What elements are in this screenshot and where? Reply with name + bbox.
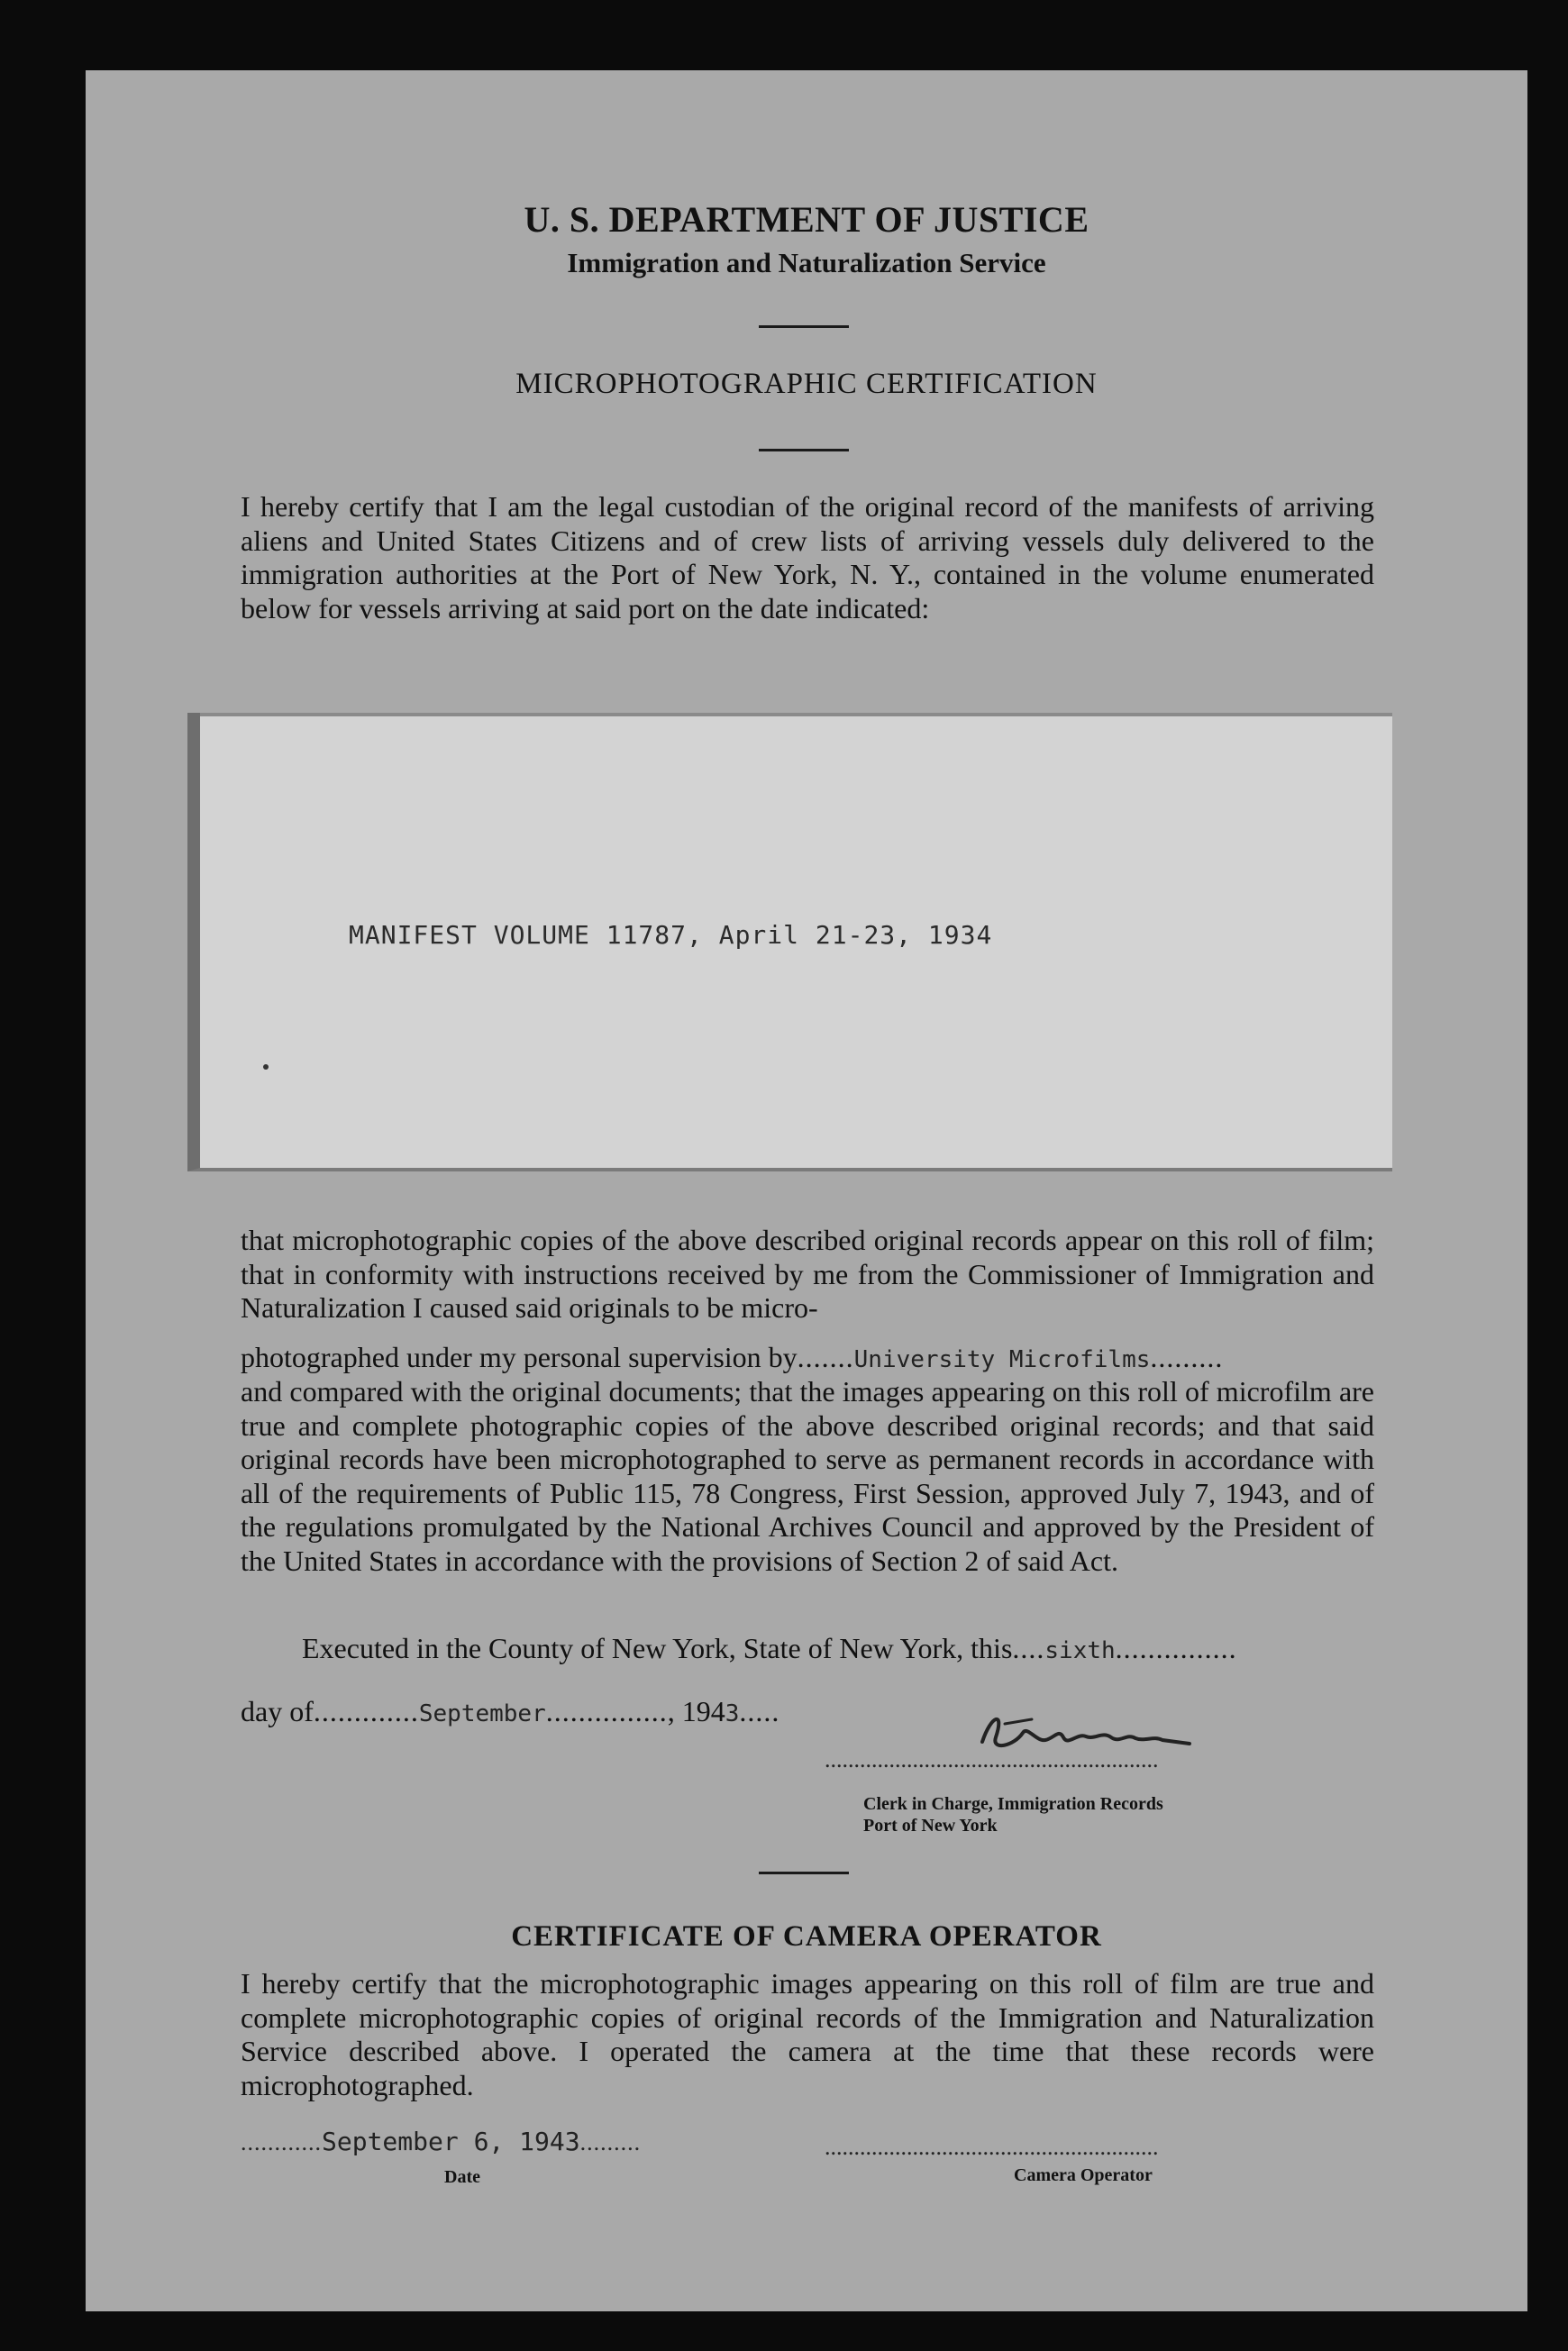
card-mark xyxy=(263,1064,269,1070)
date-label: Date xyxy=(444,2167,480,2187)
operator-dotted-line: ......................................................... xyxy=(825,2134,1159,2160)
clerk-title-line2: Port of New York xyxy=(863,1816,998,1836)
certification-title: MICROPHOTOGRAPHIC CERTIFICATION xyxy=(515,368,1098,400)
volume-card xyxy=(187,713,1392,1171)
executed-line: Executed in the County of New York, State of New York, this....sixth............... xyxy=(302,1632,1237,1664)
clerk-title xyxy=(863,1793,1163,1836)
camera-date-value: September 6, 1943 xyxy=(322,2127,580,2156)
clerk-title-line1: Clerk in Charge, Immigration Records xyxy=(863,1794,1163,1814)
divider xyxy=(759,325,849,328)
body-paragraph-bottom: and compared with the original documents; that the images appearing on this roll of microfilm are true and complete photographic copies of the above described original records; and that said original records have been microphotographed to serve as permanent records in accordance with all of the requirements of Public 115, 78 Congress, First Session, approved July 7, 1943, and of the regulations promulgated by the National Archives Council and approved by the President of the United States in accordance with the provisions of Section 2 of said Act. xyxy=(241,1375,1374,1577)
camera-certificate-paragraph: I hereby certify that the microphotographic images appearing on this roll of film are true and complete microphotographic copies of original records of the Immigration and Naturalization Service described above. I operated the camera at the time that these records were microphotographed. xyxy=(241,1967,1374,2101)
year-prefix: , 194 xyxy=(667,1695,725,1727)
certificate-page xyxy=(86,70,1527,2311)
body-paragraph-top: that microphotographic copies of the above described original records appear on this roll of film; that in conformity with instructions received by me from the Commissioner of Immigration and Naturalization I caused said originals to be micro- xyxy=(241,1224,1374,1324)
divider xyxy=(759,1872,849,1874)
date-signature-line: ............September 6, 1943......... xyxy=(241,2127,642,2156)
month-value: September xyxy=(418,1700,546,1727)
intro-paragraph: I hereby certify that I am the legal custodian of the original record of the manifests of arriving aliens and United States Citizens and of crew lists of arriving vessels duly delivered to the immigration authorities at the Port of New York, N. Y., contained in the volume enumerated below for vessels arriving at said port on the date indicated: xyxy=(241,490,1374,624)
service-subheading: Immigration and Naturalization Service xyxy=(567,247,1046,278)
divider xyxy=(759,449,849,451)
supervision-line: photographed under my personal supervision by.......University Microfilms......... xyxy=(241,1341,1224,1373)
department-heading: U. S. DEPARTMENT OF JUSTICE xyxy=(524,199,1089,240)
day-value: sixth xyxy=(1044,1637,1116,1664)
manifest-volume-text: MANIFEST VOLUME 11787, April 21-23, 1934 xyxy=(349,920,993,950)
signature-dotted-line: ......................................................... xyxy=(825,1746,1159,1772)
day-of-label: day of xyxy=(241,1695,314,1727)
camera-certificate-title: CERTIFICATE OF CAMERA OPERATOR xyxy=(511,1920,1102,1953)
supervision-label: photographed under my personal supervision by xyxy=(241,1341,798,1373)
supervisor-value: University Microfilms xyxy=(853,1346,1151,1373)
date-line: day of.............September..............., 1943..... xyxy=(241,1695,780,1727)
executed-label: Executed in the County of New York, State of New York, this xyxy=(302,1632,1013,1664)
year-digit: 3 xyxy=(725,1700,740,1727)
camera-operator-label: Camera Operator xyxy=(1014,2165,1153,2185)
